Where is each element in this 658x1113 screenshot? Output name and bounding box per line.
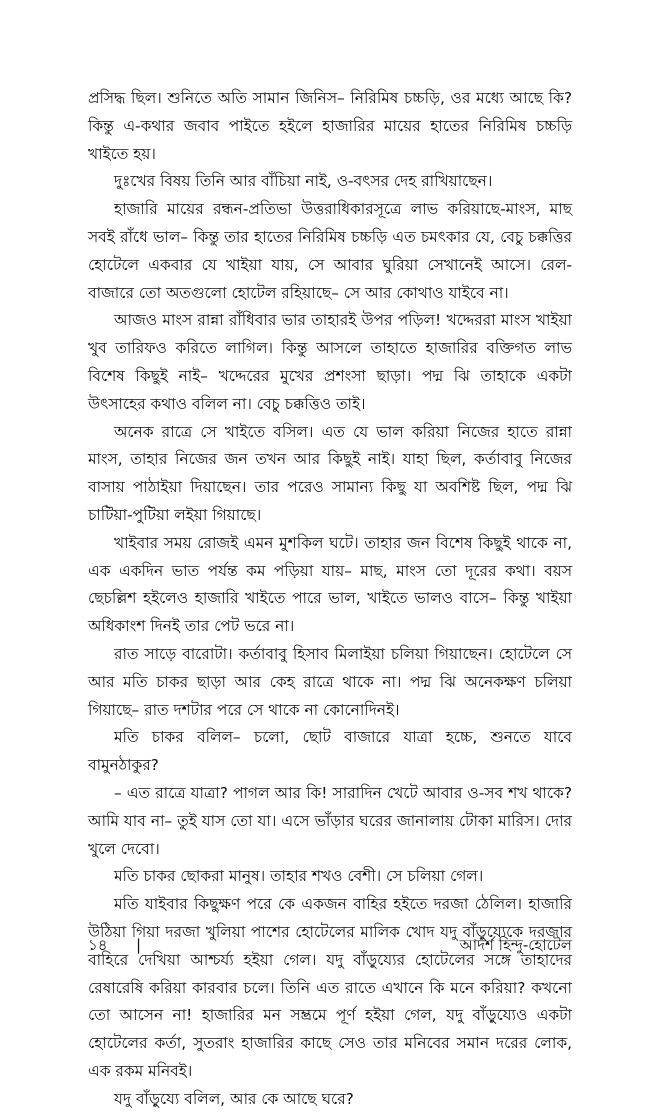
running-title: আদর্শ হিন্দু-হোটেল [459,936,572,954]
paragraph-10: মতি চাকর ছোকরা মানুষ। তাহার শখও বেশী। সে চলিয়া গেল। [114,867,484,886]
paragraph-8: মতি চাকর বলিল– চলো, ছোট বাজারে যাত্রা হচ্চে, শুনতে যাবে বামুনঠাকুর? [88,728,572,775]
paragraph-12: যদু বাঁড়ুয্যে বলিল, আর কে আছে ঘরে? [114,1089,354,1108]
page-number: ১৪ [88,936,108,954]
paragraph-7: রাত সাড়ে বারোটা। কর্তাবাবু হিসাব মিলাইয়া চলিয়া গিয়াছেন। হোটেলে সে আর মতি চাকর ছাড়া আর কেহ রাত্রে থাকে না। পদ্ম ঝি অনেকক্ষণ চলিয়া গিয়াছে– রাত দশটার পরে সে থাকে না কোনোদিনই। [88,644,572,719]
paragraph-4: আজও মাংস রান্না রাঁধিবার ভার তাহারই উপর পড়িল! খদ্দেররা মাংস খাইয়া খুব তারিফও করিতে লাগিল। কিন্তু আসলে তাহাতে হাজারির বক্তিগত লাভ বিশেষ কিছুই নাই– খদ্দেরের মুখের প্রশংসা ছাড়া। পদ্ম ঝি তাহাকে একটা উৎসাহের কথাও বলিল না। বেচু চক্কত্তিও তাই। [88,311,572,413]
page-separator: | [136,936,142,954]
page-footer [88,930,572,960]
paragraph-5: অনেক রাত্রে সে খাইতে বসিল। এত যে ভাল করিয়া নিজের হাতে রান্না মাংস, তাহার নিজের জন তখন আর কিছুই নাই। যাহা ছিল, কর্তাবাবু নিজের বাসায় পাঠাইয়া দিয়াছেন। তার পরেও সামান্য কিছু যা অবশিষ্ট ছিল, পদ্ম ঝি চাটিয়া-পুটিয়া লইয়া গিয়াছে। [88,422,572,524]
paragraph-11: মতি যাইবার কিছুক্ষণ পরে কে একজন বাহির হইতে দরজা ঠেলিল। হাজারি উঠিয়া গিয়া দরজা খুলিয়া পাশের হোটেলের মালিক খোদ যদু বাঁড়ুয্যেকে দরজার বাহিরে দেখিয়া আশ্চর্য্য হইয়া গেল। যদু বাঁড়ুয্যের হোটেলের সঙ্গে তাহাদের রেষারেষি করিয়া কারবার চলে। তিনি এত রাতে এখানে কি মনে করিয়া? কখনো তো আসেন না! হাজারির মন সম্ভ্রমে পূর্ণ হইয়া গেল, যদু বাঁড়ুয্যেও একটা হোটেলের কর্তা, সুতরাং হাজারির কাছে সেও তার মনিবের সমান দরের লোক, এক রকম মনিবই। [88,895,572,1080]
paragraph-6: খাইবার সময় রোজই এমন মুশকিল ঘটে। তাহার জন বিশেষ কিছুই থাকে না, এক একদিন ভাত পর্যন্ত কম পড়িয়া যায়– মাছ, মাংস তো দূরের কথা। বয়স ছেচল্লিশ হইলেও হাজারি খাইতে পারে ভাল, খাইতে ভালও বাসে– কিন্তু খাইয়া অধিকাংশ দিনই তার পেট ভরে না। [88,533,572,636]
paragraph-2: দুঃখের বিষয় তিনি আর বাঁচিয়া নাই, ও-বৎসর দেহ রাখিয়াছেন। [114,172,493,191]
paragraph-9: – এত রাত্রে যাত্রা? পাগল আর কি! সারাদিন খেটে আবার ও-সব শখ থাকে? আমি যাব না– তুই যাস তো যা। এসে ভাঁড়ার ঘরের জানালায় টোকা মারিস। দোর খুলে দেবো। [88,783,572,858]
paragraph-3: হাজারি মায়ের রন্ধন-প্রতিভা উত্তরাধিকারসূত্রে লাভ করিয়াছে-মাংস, মাছ সবই রাঁধে ভাল– কিন্তু তার হাতের নিরিমিষ চচ্চড়ি এত চমৎকার যে, বেচু চক্কত্তির হোটেলে একবার যে খাইয়া যায়, সে আবার ঘুরিয়া সেখানেই আসে। রেল-বাজারে তো অতগুলো হোটেল রহিয়াছে– সে আর কোথাও যাইবে না। [88,200,572,302]
paragraph-1: প্রসিদ্ধ ছিল। শুনিতে অতি সামান জিনিস– নিরিমিষ চচ্চড়ি, ওর মধ্যে আছে কি? কিন্তু এ-কথার জবাব পাইতে হইলে হাজারির মায়ের হাতের নিরিমিষ চচ্চড়ি খাইতে হয়। [88,89,572,163]
